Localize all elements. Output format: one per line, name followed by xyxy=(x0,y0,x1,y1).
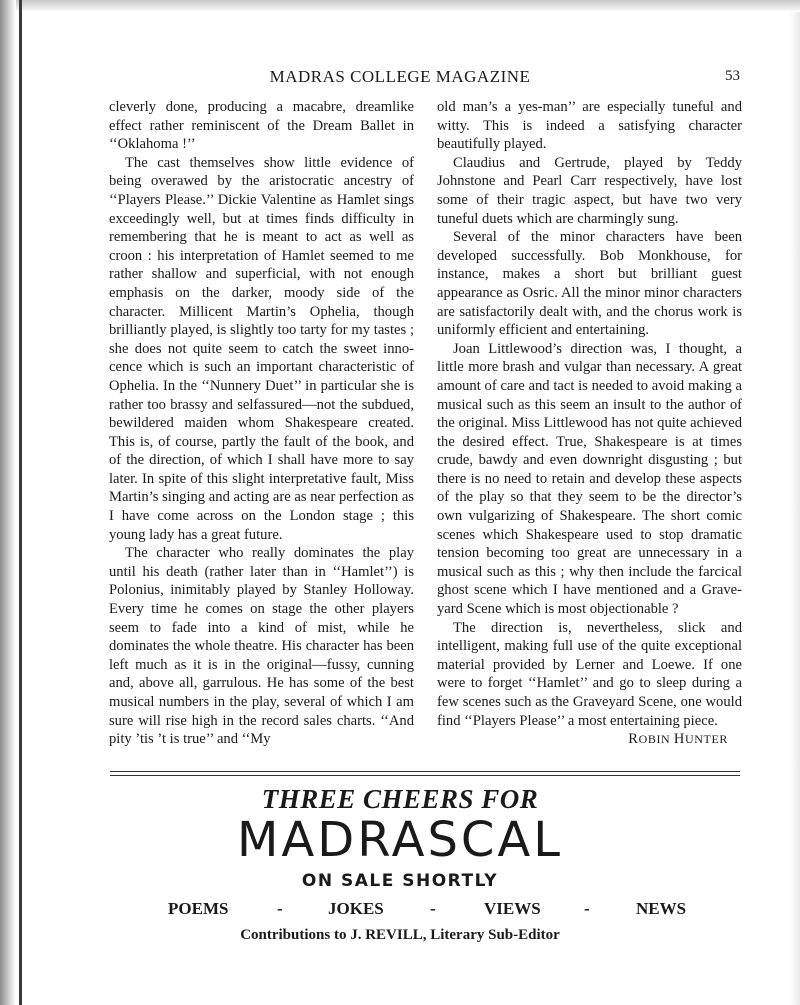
divider-rule xyxy=(110,771,740,772)
divider-rule xyxy=(110,775,740,776)
ad-subtitle: ON SALE SHORTLY xyxy=(301,871,499,891)
paragraph: Claudius and Gertrude, played by Teddy Johnstone and Pearl Carr respectively, have lost some of their tragic aspect, but have two very tuneful duets which are charmingly sung. xyxy=(437,154,742,227)
running-title: MADRAS COLLEGE MAGAZINE xyxy=(269,67,531,86)
ad-contributions: Contributions to J. REVILL, Literary Sub-Editor xyxy=(240,927,560,943)
left-column xyxy=(109,98,414,749)
advertisement xyxy=(0,782,800,944)
paragraph: The character who really dominates the play until his death (rather later than in ‘‘Hamlet’’) is Polonius, inimitably played by Stanley Holloway. Every time he comes on stage the other players seem to fade into a kind of mist, while he dominates the whole theatre. His character has been left much as it is in the original—fussy, cunning and, above all, garrulous. He has some of the best musical numbers in the play, several of which I am sure will rise high in the record sales charts. ‘‘And pity ’tis ’t is true’’ and ‘‘My xyxy=(109,545,414,748)
right-column xyxy=(437,98,742,749)
ad-separator: - xyxy=(584,899,590,918)
paragraph: old man’s a yes-man’’ are especially tuneful and witty. This is indeed a satisfying character beautifully played. xyxy=(437,99,742,153)
paragraph: Several of the minor characters have been developed successfully. Bob Monkhouse, for instance, makes a short but brilliant guest appearance as Osric. All the minor minor characters are satisfactorily dealt with, and the chorus work is uniformly efficient and entertaining. xyxy=(437,229,742,339)
ad-item-jokes: JOKES xyxy=(328,899,384,918)
paragraph: Joan Littlewood’s direction was, I thought, a little more brash and vulgar than necessary. A great amount of care and tact is needed to avoid making a musical such as this seem an insult to the author of the original. Miss Littlewood has not quite achieved the desired effect. True, Shakespeare is at times crude, bawdy and even downright disgusting ; but there is no need to retain and develop these aspects of the play so that they seem to be the director’s own vulgarizing of Shakespeare. The short comic scenes which Shakespeare used to stop dramatic tension becoming too great are unnecessary in a musical such as this ; why then include the farcical ghost scene which I have mentioned and a Graveyard Scene which is most objectionable ? xyxy=(437,340,742,618)
paragraph: cleverly done, producing a macabre, dreamlike effect rather reminiscent of the Dream Ballet in ‘‘Oklahoma !’’ xyxy=(109,99,414,153)
scan-edge-top xyxy=(0,0,800,12)
ad-separator: - xyxy=(430,899,436,918)
ad-separator: - xyxy=(277,899,283,918)
ad-headline: THREE CHEERS FOR xyxy=(261,784,539,814)
ad-item-poems: POEMS xyxy=(168,899,229,918)
ad-item-list xyxy=(0,899,800,923)
ad-title: MADRASCAL xyxy=(236,812,563,868)
paragraph: The direction is, nevertheless, slick and intelligent, making full use of the quite exceptional material provided by Lerner and Loewe. If one were to forget ‘‘Hamlet’’ and go to sleep during a few scenes such as the Graveyard Scene, one would find ‘‘Players Please’’ a most entertaining piece. xyxy=(437,619,742,729)
page-number: 53 xyxy=(725,68,740,84)
paragraph: The cast themselves show little evidence of being overawed by the aristocratic ancestry of ‘‘Players Please.’’ Dickie Valentine as Hamlet sings exceedingly well, but at times finds difficulty in remembering that he is meant to act as well as croon : his interpretation of Hamlet seemed to me rather shallow and superficial, with not enough emphasis on the darker, moody side of the character. Millicent Martin’s Ophelia, though brilliantly played, is slightly too tarty for my tastes ; she does not quite seem to catch the sweet innocence which is such an important characteristic of Ophelia. In the ‘‘Nunnery Duet’’ in particular she is rather too brassy and selfassured—not the subdued, bewildered maiden whom Shakespeare created. This is, of course, partly the fault of the book, and of the direction, of which I shall have more to say later. In spite of this slight interpretative fault, Miss Martin’s singing and acting are as near perfection as I have come across on the London stage ; this young lady has a great future. xyxy=(109,154,414,543)
page-header xyxy=(0,67,800,89)
ad-item-news: NEWS xyxy=(636,899,687,918)
author-signature: ROBIN HUNTER xyxy=(628,731,728,748)
ad-item-views: VIEWS xyxy=(484,899,541,918)
